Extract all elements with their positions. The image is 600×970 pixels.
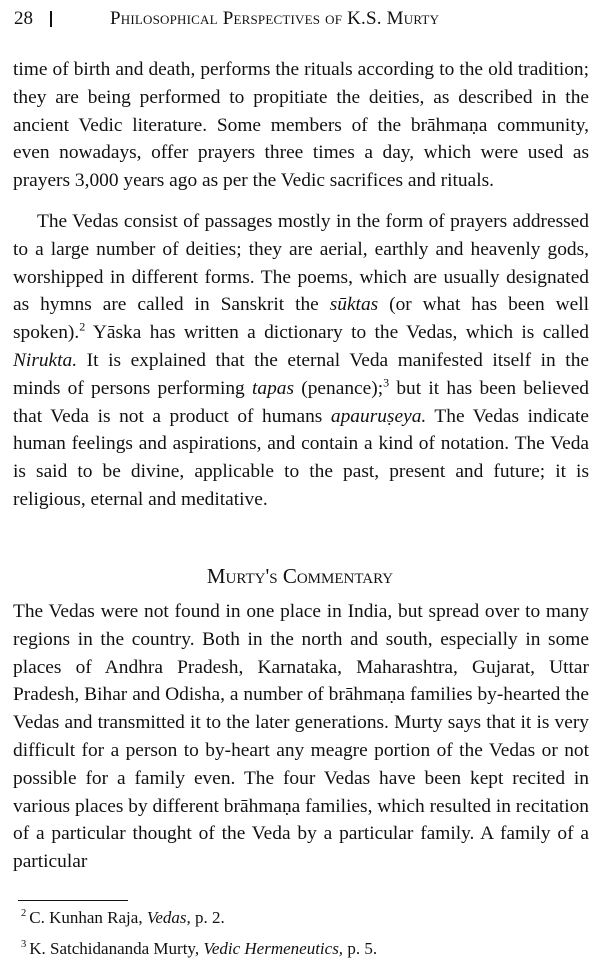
footnote-ref[interactable]: 2 xyxy=(79,319,86,334)
text-run: It is explained that the eternal Veda manifested itself in the minds of persons performing xyxy=(13,349,589,399)
footnote-ref[interactable]: 3 xyxy=(383,375,390,390)
footnote-mark: 3 xyxy=(21,939,27,951)
footnote-text: p. 5. xyxy=(343,939,378,958)
term-suktas: sūktas xyxy=(329,294,379,316)
page-number: 28 xyxy=(14,8,33,29)
text-run: (or what has been well spoken). xyxy=(13,294,589,344)
section-heading: Murty's Commentary xyxy=(206,564,394,588)
footnote-title: Vedas, xyxy=(146,908,191,927)
footnote-title: Vedic Hermeneutics, xyxy=(203,939,344,958)
section-text xyxy=(13,598,589,876)
term-nirukta: Nirukta. xyxy=(13,349,78,371)
term-tapas: tapas xyxy=(252,377,295,399)
footnotes xyxy=(21,908,581,970)
text-run: The Vedas consist of passages mostly in the form of prayers addressed to a large number of deities; they are aerial, earthly and heavenly gods, worshipped in different forms. The poems, which are usually designated as hymns are called in Sanskrit the xyxy=(13,210,589,316)
running-title: Philosophical Perspectives of K.S. Murty xyxy=(110,8,440,29)
footnote-item xyxy=(21,908,581,928)
footnote-text: C. Kunhan Raja, xyxy=(29,908,147,927)
text-run: (penance); xyxy=(294,377,384,399)
page-header xyxy=(14,6,590,32)
footnote-text: p. 2. xyxy=(190,908,225,927)
text-run: The Vedas indicate human feelings and aspirations, and contain a kind of notation. The Veda is said to be divine, applicable to the past, present and future; it is religious, eternal and meditative. xyxy=(13,405,590,510)
footnote-text: K. Satchidananda Murty, xyxy=(29,939,204,958)
paragraph-vedas xyxy=(13,208,589,514)
paragraph-commentary: The Vedas were not found in one place in India, but spread over to many regions in the country. Both in the north and south, especially in some places of Andhra Pradesh, Karnataka, Maharashtra, Gujarat, Uttar Pradesh, Bihar and Odisha, a number of brāhmaṇa families by-hearted the Vedas and transmitted it to the later generations. Murty says that it is very difficult for a person to by-heart any meagre portion of the Vedas or not possible for a family even. The four Vedas have been kept recited in various places by different brāhmaṇa families, which resulted in recitation of a particular thought of the Veda by a particular family. A family of a particular xyxy=(13,601,589,873)
header-divider xyxy=(50,11,52,27)
footnote-divider xyxy=(18,900,128,901)
paragraph-continued: time of birth and death, performs the rituals according to the old tradition; they are being performed to propitiate the deities, as described in the ancient Vedic literature. Some members of the brāhmaṇa community, even nowadays, offer prayers three times a day, which were used as prayers 3,000 years ago as per the Vedic sacrifices and rituals. xyxy=(13,59,589,192)
text-run: Yāska has written a dictionary to the Vedas, which is called xyxy=(85,322,589,344)
term-apauruseya: apauruṣeya. xyxy=(330,405,427,427)
footnote-mark: 2 xyxy=(21,908,27,920)
text-run: but it has been believed that Veda is not a product of humans xyxy=(13,377,589,427)
main-text xyxy=(13,56,589,514)
footnote-item xyxy=(21,939,581,959)
